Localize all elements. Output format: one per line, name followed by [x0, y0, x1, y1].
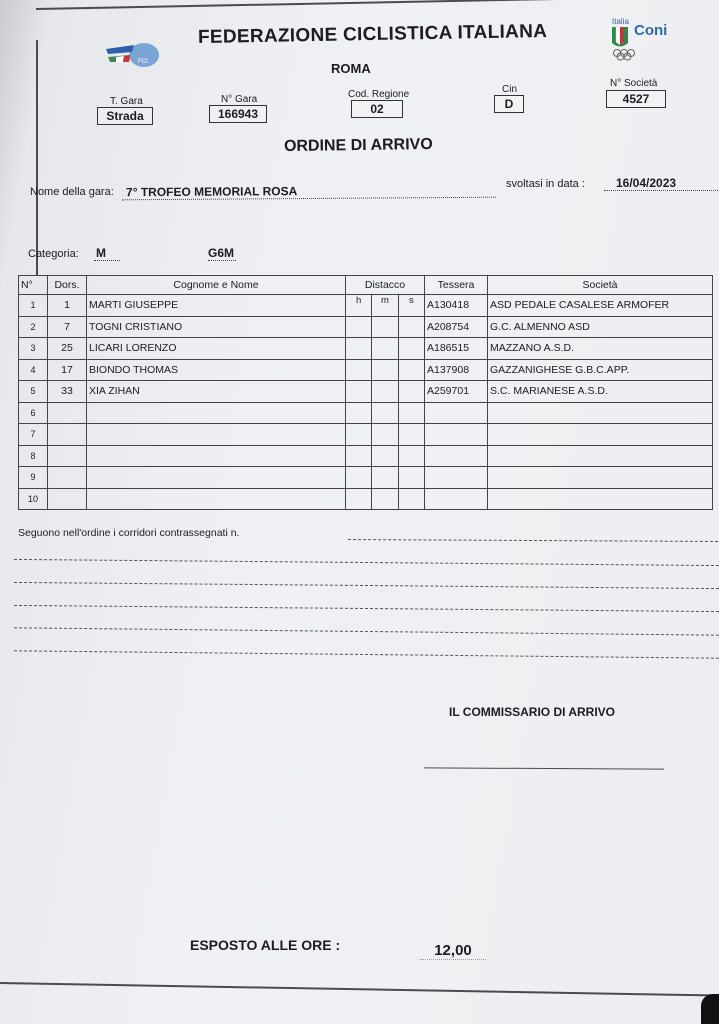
federation-title: FEDERAZIONE CICLISTICA ITALIANA — [197, 20, 548, 49]
row-distacco-h — [346, 402, 372, 424]
table-row — [19, 467, 713, 489]
row-rider-name — [87, 488, 346, 510]
row-dors — [48, 467, 87, 489]
doc-title: ORDINE DI ARRIVO — [283, 135, 433, 156]
row-rider-name: XIA ZIHAN — [87, 381, 346, 403]
fill-line-2 — [14, 559, 719, 566]
row-rider-name: LICARI LORENZO — [87, 338, 346, 360]
race-name-label: Nome della gara: — [30, 186, 114, 198]
coni-text: Coni — [634, 22, 668, 39]
n-gara-label: N° Gara — [221, 94, 258, 105]
category-label: Categoria: — [28, 248, 79, 260]
col-n-header: N° — [19, 276, 48, 295]
row-distacco-h — [346, 424, 372, 446]
row-dors: 25 — [48, 338, 87, 360]
row-number: 5 — [19, 381, 48, 403]
col-societa-header: Società — [488, 276, 713, 295]
row-societa: MAZZANO A.S.D. — [488, 338, 713, 360]
cod-regione-label: Cod. Regione — [348, 89, 410, 100]
coni-logo-icon — [608, 16, 688, 62]
row-tessera: A137908 — [425, 359, 488, 381]
city-label: ROMA — [331, 61, 371, 76]
row-distacco-h: h — [346, 295, 372, 317]
category-code: G6M — [208, 246, 235, 260]
row-societa — [488, 488, 713, 510]
row-distacco-m — [372, 424, 398, 446]
fci-logo-text: FCI — [138, 59, 148, 65]
esposto-label: ESPOSTO ALLE ORE : — [190, 937, 341, 953]
row-distacco-m — [372, 402, 398, 424]
row-dors — [48, 424, 87, 446]
row-rider-name — [87, 424, 346, 446]
row-rider-name: TOGNI CRISTIANO — [87, 316, 346, 338]
row-number: 7 — [19, 424, 48, 446]
row-distacco-s — [398, 445, 424, 467]
row-distacco-s — [398, 381, 424, 403]
row-distacco-m: m — [372, 295, 398, 317]
row-number: 10 — [19, 488, 48, 510]
row-tessera: A130418 — [425, 295, 488, 317]
row-distacco-h — [346, 467, 372, 489]
row-dors: 33 — [48, 381, 87, 403]
row-rider-name: MARTI GIUSEPPE — [87, 295, 346, 317]
row-dors: 7 — [48, 316, 87, 338]
row-distacco-h — [346, 381, 372, 403]
t-gara-value: Strada — [97, 107, 153, 125]
top-border — [36, 0, 719, 9]
row-distacco-s: s — [398, 295, 424, 317]
row-number: 9 — [19, 467, 48, 489]
row-number: 6 — [19, 402, 48, 424]
row-distacco-h — [346, 445, 372, 467]
row-tessera — [425, 424, 488, 446]
row-dors: 17 — [48, 359, 87, 381]
table-row — [19, 488, 713, 510]
row-rider-name — [87, 445, 346, 467]
signature-line — [424, 767, 664, 769]
photo-shadow — [701, 994, 719, 1024]
row-distacco-h — [346, 488, 372, 510]
table-row — [19, 295, 713, 317]
row-distacco-s — [398, 338, 424, 360]
table-row — [19, 445, 713, 467]
row-societa: S.C. MARIANESE A.S.D. — [488, 381, 713, 403]
col-dors-header: Dors. — [48, 276, 87, 295]
row-dors — [48, 402, 87, 424]
date-label: svoltasi in data : — [506, 178, 585, 190]
row-tessera: A208754 — [425, 316, 488, 338]
col-tessera-header: Tessera — [425, 276, 488, 295]
row-distacco-m — [372, 359, 398, 381]
row-societa: G.C. ALMENNO ASD — [488, 316, 713, 338]
row-distacco-s — [398, 359, 424, 381]
fill-line-4 — [14, 605, 719, 612]
row-distacco-h — [346, 338, 372, 360]
coni-small-text: Italia — [612, 17, 629, 26]
row-societa — [488, 424, 713, 446]
row-societa — [488, 467, 713, 489]
row-tessera — [425, 445, 488, 467]
row-number: 1 — [19, 295, 48, 317]
row-tessera — [425, 467, 488, 489]
cod-regione-value: 02 — [351, 100, 403, 118]
left-border — [36, 40, 38, 275]
fill-line-6 — [14, 650, 719, 658]
table-row — [19, 316, 713, 338]
commissario-label: IL COMMISSARIO DI ARRIVO — [449, 705, 616, 719]
row-distacco-m — [372, 338, 398, 360]
row-distacco-s — [398, 488, 424, 510]
row-distacco-h — [346, 316, 372, 338]
t-gara-label: T. Gara — [110, 96, 143, 107]
n-gara-value: 166943 — [209, 105, 267, 123]
bottom-border — [0, 982, 719, 996]
row-distacco-s — [398, 424, 424, 446]
table-row — [19, 424, 713, 446]
row-societa: ASD PEDALE CASALESE ARMOFER — [488, 295, 713, 317]
row-dors — [48, 445, 87, 467]
row-rider-name — [87, 402, 346, 424]
row-distacco-m — [372, 488, 398, 510]
cin-label: Cin — [502, 84, 518, 95]
row-distacco-s — [398, 402, 424, 424]
row-number: 2 — [19, 316, 48, 338]
row-distacco-s — [398, 467, 424, 489]
col-distacco-header: Distacco — [346, 276, 425, 295]
col-name-header: Cognome e Nome — [87, 276, 346, 295]
race-name-value: 7° TROFEO MEMORIAL ROSA — [122, 183, 496, 201]
row-rider-name: BIONDO THOMAS — [87, 359, 346, 381]
row-dors: 1 — [48, 295, 87, 317]
n-societa-value: 4527 — [606, 90, 666, 108]
row-distacco-s — [398, 316, 424, 338]
row-distacco-m — [372, 381, 398, 403]
results-table — [18, 275, 713, 510]
table-row — [19, 338, 713, 360]
n-societa-label: N° Società — [610, 78, 658, 89]
follow-text: Seguono nell'ordine i corridori contrassegnati n. — [18, 527, 240, 539]
table-row — [19, 359, 713, 381]
row-societa — [488, 402, 713, 424]
row-tessera — [425, 402, 488, 424]
row-societa — [488, 445, 713, 467]
fill-line-1 — [348, 539, 718, 542]
table-header-row — [19, 276, 713, 295]
row-distacco-m — [372, 316, 398, 338]
row-tessera: A259701 — [425, 381, 488, 403]
row-rider-name — [87, 467, 346, 489]
fill-line-3 — [14, 582, 719, 589]
row-distacco-m — [372, 445, 398, 467]
row-distacco-m — [372, 467, 398, 489]
table-row — [19, 402, 713, 424]
date-value: 16/04/2023 — [604, 176, 719, 191]
esposto-value: 12,00 — [420, 942, 486, 960]
row-distacco-h — [346, 359, 372, 381]
row-dors — [48, 488, 87, 510]
table-row — [19, 381, 713, 403]
fill-line-5 — [14, 627, 719, 635]
row-number: 4 — [19, 359, 48, 381]
row-tessera: A186515 — [425, 338, 488, 360]
row-societa: GAZZANIGHESE G.B.C.APP. — [488, 359, 713, 381]
row-number: 8 — [19, 445, 48, 467]
row-tessera — [425, 488, 488, 510]
category-value: M — [94, 246, 120, 261]
row-number: 3 — [19, 338, 48, 360]
fci-logo-icon — [104, 40, 162, 70]
cin-value: D — [494, 95, 524, 113]
